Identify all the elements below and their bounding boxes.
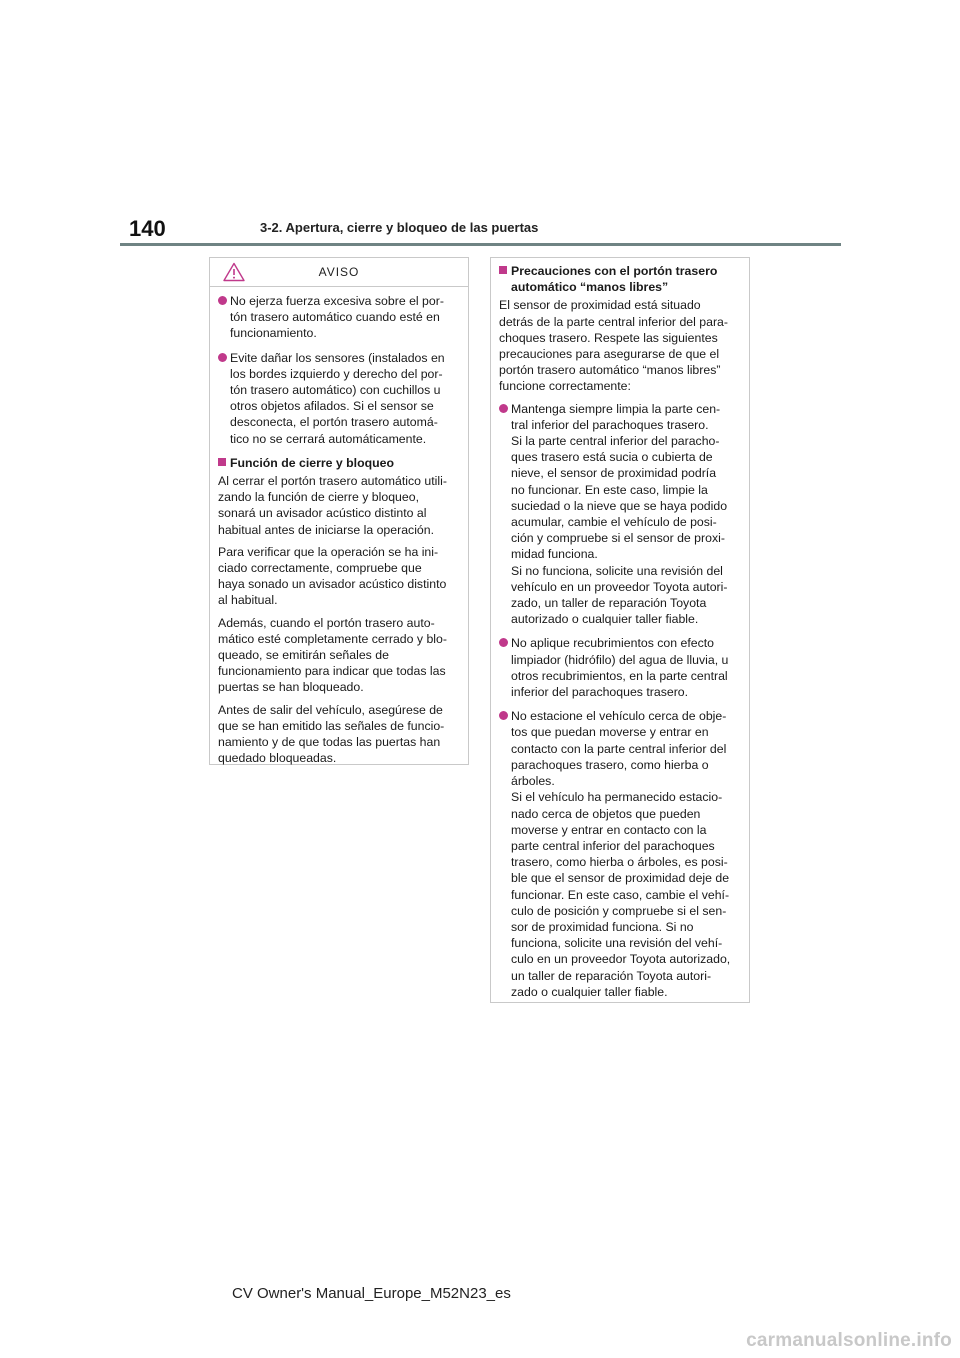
bullet-icon (218, 353, 227, 362)
text-line: culo de posición y compruebe si el sen- (511, 903, 727, 918)
text-line: contacto con la parte central inferior del (511, 741, 727, 756)
text-line: Además, cuando el portón trasero auto- (218, 615, 435, 630)
text-line: detrás de la parte central inferior del para- (499, 314, 728, 329)
text-line: precauciones para asegurarse de que el (499, 347, 720, 362)
text-line: El sensor de proximidad está situado (499, 298, 701, 313)
warning-bullet (218, 350, 460, 447)
text-line: Si no funciona, solicite una revisión del (511, 563, 723, 578)
text-line: namiento y de que todas las puertas han (218, 735, 441, 750)
text-line: tico no se cerrará automáticamente. (230, 431, 427, 446)
text-line: tos que puedan moverse y entrar en (511, 725, 709, 740)
text-line: zando la función de cierre y bloqueo, (218, 490, 419, 505)
text-line: culo en un proveedor Toyota autorizado, (511, 952, 731, 967)
warning-triangle-icon (223, 262, 245, 282)
text-line: acumular, cambie el vehículo de posi- (511, 515, 717, 530)
text-line: Antes de salir del vehículo, asegúrese de (218, 702, 443, 717)
text-line: vehículo en un proveedor Toyota autori- (511, 579, 728, 594)
text-line: zado o cualquier taller fiable. (511, 984, 668, 999)
text-line: funcionamiento. (230, 326, 317, 341)
info-box (490, 257, 750, 1003)
text-line: No estacione el vehículo cerca de obje- (511, 709, 727, 724)
text-line: Evite dañar los sensores (instalados en (230, 350, 445, 365)
text-line: No ejerza fuerza excesiva sobre el por- (230, 294, 444, 308)
heading-text: Precauciones con el portón trasero (511, 264, 718, 278)
paragraph (499, 297, 741, 394)
text-line: autorizado o cualquier taller fiable. (511, 612, 699, 627)
text-line: Si el vehículo ha permanecido estacio- (511, 790, 723, 805)
section-title: 3-2. Apertura, cierre y bloqueo de las puertas (260, 220, 539, 235)
section-heading (499, 263, 741, 295)
text-line: sor de proximidad funciona. Si no (511, 919, 694, 934)
text-line: portón trasero automático “manos libres” (499, 363, 721, 378)
info-bullet (499, 708, 741, 1000)
text-line: sonará un avisador acústico distinto al (218, 506, 427, 521)
text-line: no funcionar. En este caso, limpie la (511, 482, 708, 497)
page-number: 140 (129, 216, 166, 241)
text-line: nieve, el sensor de proximidad podría (511, 466, 717, 481)
heading-text: Función de cierre y bloqueo (230, 455, 394, 470)
text-line: funciona, solicite una revisión del vehí- (511, 936, 723, 951)
warning-bullet (218, 293, 460, 342)
section-heading (218, 455, 460, 471)
warning-box-header (210, 258, 468, 287)
info-bullet (499, 401, 741, 628)
text-line: choques trasero. Respete las siguientes (499, 330, 718, 345)
text-line: Al cerrar el portón trasero automático utili- (218, 474, 447, 489)
text-line: limpiador (hidrófilo) del agua de lluvia, u (511, 652, 729, 667)
text-line: habitual antes de iniciarse la operación. (218, 522, 435, 537)
text-line: los bordes izquierdo y derecho del por- (230, 366, 443, 381)
paragraph (218, 702, 460, 767)
text-line: queado, se emitirán señales de (218, 648, 389, 663)
text-line: tón trasero automático) con cuchillos u (230, 383, 441, 398)
watermark: carmanualsonline.info (746, 1330, 952, 1351)
text-line: árboles. (511, 774, 555, 789)
text-line: moverse y entrar en contacto con la (511, 822, 707, 837)
bullet-icon (499, 404, 508, 413)
text-line: Para verificar que la operación se ha ini- (218, 544, 439, 559)
text-line: otros recubrimientos, en la parte central (511, 668, 728, 683)
footer-manual-id: CV Owner's Manual_Europe_M52N23_es (232, 1285, 511, 1302)
text-line: funcione correctamente: (499, 379, 631, 394)
paragraph (218, 473, 460, 538)
warning-box (209, 257, 469, 765)
text-line: zado, un taller de reparación Toyota (511, 596, 707, 611)
text-line: tón trasero automático cuando esté en (230, 310, 440, 325)
text-line: inferior del parachoques trasero. (511, 685, 689, 700)
bullet-icon (499, 711, 508, 720)
text-line: quedado bloqueadas. (218, 751, 337, 766)
bullet-icon (499, 638, 508, 647)
header-rule (120, 243, 841, 246)
text-line: parte central inferior del parachoques (511, 838, 715, 853)
bullet-icon (218, 296, 227, 305)
text-line: otros objetos afilados. Si el sensor se (230, 399, 434, 414)
text-line: desconecta, el portón trasero automá- (230, 415, 438, 430)
text-line: ciado correctamente, compruebe que (218, 561, 422, 576)
text-line: midad funciona. (511, 547, 598, 562)
text-line: trasero, como hierba o árboles, es posi- (511, 855, 728, 870)
text-line: parachoques trasero, como hierba o (511, 757, 709, 772)
info-bullet (499, 635, 741, 700)
text-line: Mantenga siempre limpia la parte cen- (511, 401, 721, 416)
text-line: ble que el sensor de proximidad deje de (511, 871, 730, 886)
paragraph (218, 615, 460, 696)
text-line: un taller de reparación Toyota autori- (511, 968, 712, 983)
text-line: haya sonado un avisador acústico distinto (218, 577, 447, 592)
heading-text: automático “manos libres” (511, 280, 669, 295)
text-line: funcionar. En este caso, cambie el vehí- (511, 887, 730, 902)
square-bullet-icon (218, 458, 226, 466)
text-line: mático esté completamente cerrado y blo- (218, 631, 447, 646)
text-line: Si la parte central inferior del paracho- (511, 434, 720, 449)
text-line: nado cerca de objetos que pueden (511, 806, 701, 821)
square-bullet-icon (499, 266, 507, 274)
text-line: No aplique recubrimientos con efecto (511, 636, 715, 651)
paragraph (218, 544, 460, 609)
text-line: suciedad o la nieve que se haya podido (511, 498, 728, 513)
warning-label: AVISO (318, 265, 360, 279)
text-line: ción y compruebe si el sensor de proxi- (511, 531, 725, 546)
text-line: tral inferior del parachoques trasero. (511, 417, 709, 432)
text-line: puertas se han bloqueado. (218, 680, 364, 695)
text-line: ques trasero está sucia o cubierta de (511, 450, 713, 465)
text-line: funcionamiento para indicar que todas las (218, 664, 446, 679)
text-line: que se han emitido las señales de funcio- (218, 718, 445, 733)
text-line: al habitual. (218, 593, 278, 608)
